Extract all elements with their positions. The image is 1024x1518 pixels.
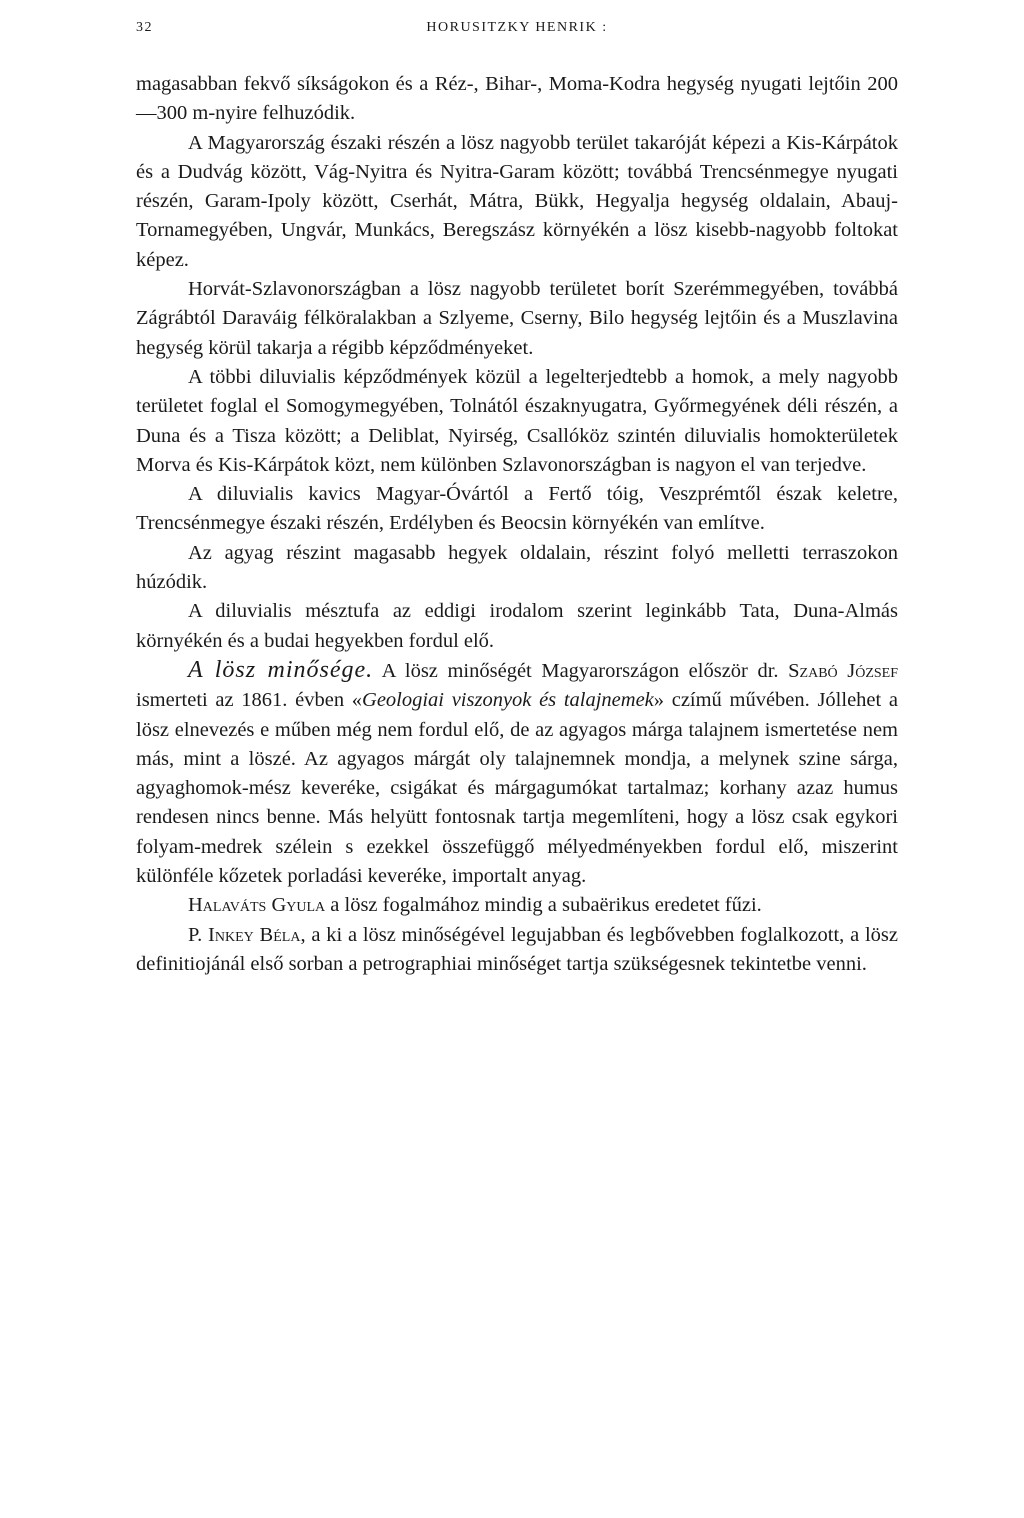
paragraph-calcareous-tufa: A diluvialis mésztufa az eddigi irodalom szerint leginkább Tata, Duna-Almás környékén és a budai hegyekben fordul elő.	[136, 600, 898, 652]
paragraph-loess-north-hungary: A Magyarország északi részén a lösz nagyobb terület takaróját képezi a Kis-Kárpátok és a Dudvág között, Vág-Nyitra és Nyitra-Garam között; továbbá Trencsénmegye nyugati részén, Garam-Ipoly között, Cserhát, Mátra, Bükk, Hegyalja hegység oldalain, Abauj-Tornamegyében, Ungvár, Munkács, Beregszász környékén a lösz kisebb-nagyobb foltokat képez.	[136, 131, 898, 271]
paragraph-halavats	[136, 891, 898, 920]
paragraph-continuation: magasabban fekvő síkságokon és a Réz-, Bihar-, Moma-Kodra hegység nyugati lejtőin 200—300 m-nyire felhuzódik.	[136, 73, 898, 125]
running-head-title: HORUSITZKY HENRIK :	[426, 20, 608, 35]
author-name: Inkey Béla	[208, 923, 301, 946]
section-title: A lösz minősége.	[188, 656, 374, 683]
text-segment: a lösz fogalmához mindig a subaërikus eredetet fűzi.	[325, 894, 762, 917]
author-name: Szabó József	[788, 659, 899, 682]
text-segment: , a ki a lösz minőségével legujabban és legbővebben foglalkozott, a lösz definitiojánál első sorban a petrographiai minőséget tartja szükségesnek tekintetbe venni.	[136, 923, 898, 975]
body-text	[136, 70, 898, 979]
author-name: Halaváts Gyula	[188, 894, 326, 917]
page-number: 32	[136, 20, 153, 35]
paragraph-loess-croatia-slavonia: Horvát-Szlavonországban a lösz nagyobb területet borít Szerémmegyében, továbbá Zágrábtól Daraváig félköralakban a Szlyeme, Cserny, Bilo hegység lejtőin és a Muszlavina hegység körül takarja a régibb képződményeket.	[136, 278, 898, 359]
text-segment: P.	[188, 923, 209, 946]
paragraph-diluvial-sand: A többi diluvialis képződmények közül a legelterjedtebb a homok, a mely nagyobb területet foglal el Somogymegyében, Tolnától északnyugatra, Győrmegyének déli részén, a Duna és a Tisza között; a Deliblat, Nyirség, Csallóköz szintén diluvialis homokterületek Morva és Kis-Kárpátok közt, nem különben Szlavonországban is nagyon el van terjedve.	[136, 365, 898, 476]
text-segment: ismerteti az 1861. évben «	[136, 689, 363, 712]
paragraph-diluvial-gravel: A diluvialis kavics Magyar-Óvártól a Fertő tóig, Veszprémtől észak keletre, Trencsénmegye északi részén, Erdélyben és Beocsin környékén van említve.	[136, 483, 898, 535]
running-head	[136, 20, 898, 42]
paragraph-loess-quality	[136, 656, 898, 891]
text-segment: A lösz minőségét Magyarországon először dr.	[373, 659, 789, 682]
text-segment: » czímű művében. Jóllehet a lösz elnevezés e műben még nem fordul elő, de az agyagos márga talajnem ismertetése nem más, mint a löszé. Az agyagos márgát oly talajnemnek mondja, a melynek szine sárga, agyaghomok-mész keveréke, csigákat és márgagumókat tartalmaz; korhany azaz humus rendesen nincs benne. Más helyütt fontosnak tartja megemlíteni, hogy a lösz csak egykori folyam-medrek szélein s ezekkel összefüggő mélyedményekben fordul elő, miszerint különféle kőzetek porladási keveréke, importalt anyag.	[136, 689, 898, 888]
paragraph-inkey	[136, 921, 898, 980]
work-title: Geologiai viszonyok és talajnemek	[362, 689, 654, 712]
paragraph-clay: Az agyag részint magasabb hegyek oldalain, részint folyó melletti terraszokon húzódik.	[136, 541, 898, 594]
